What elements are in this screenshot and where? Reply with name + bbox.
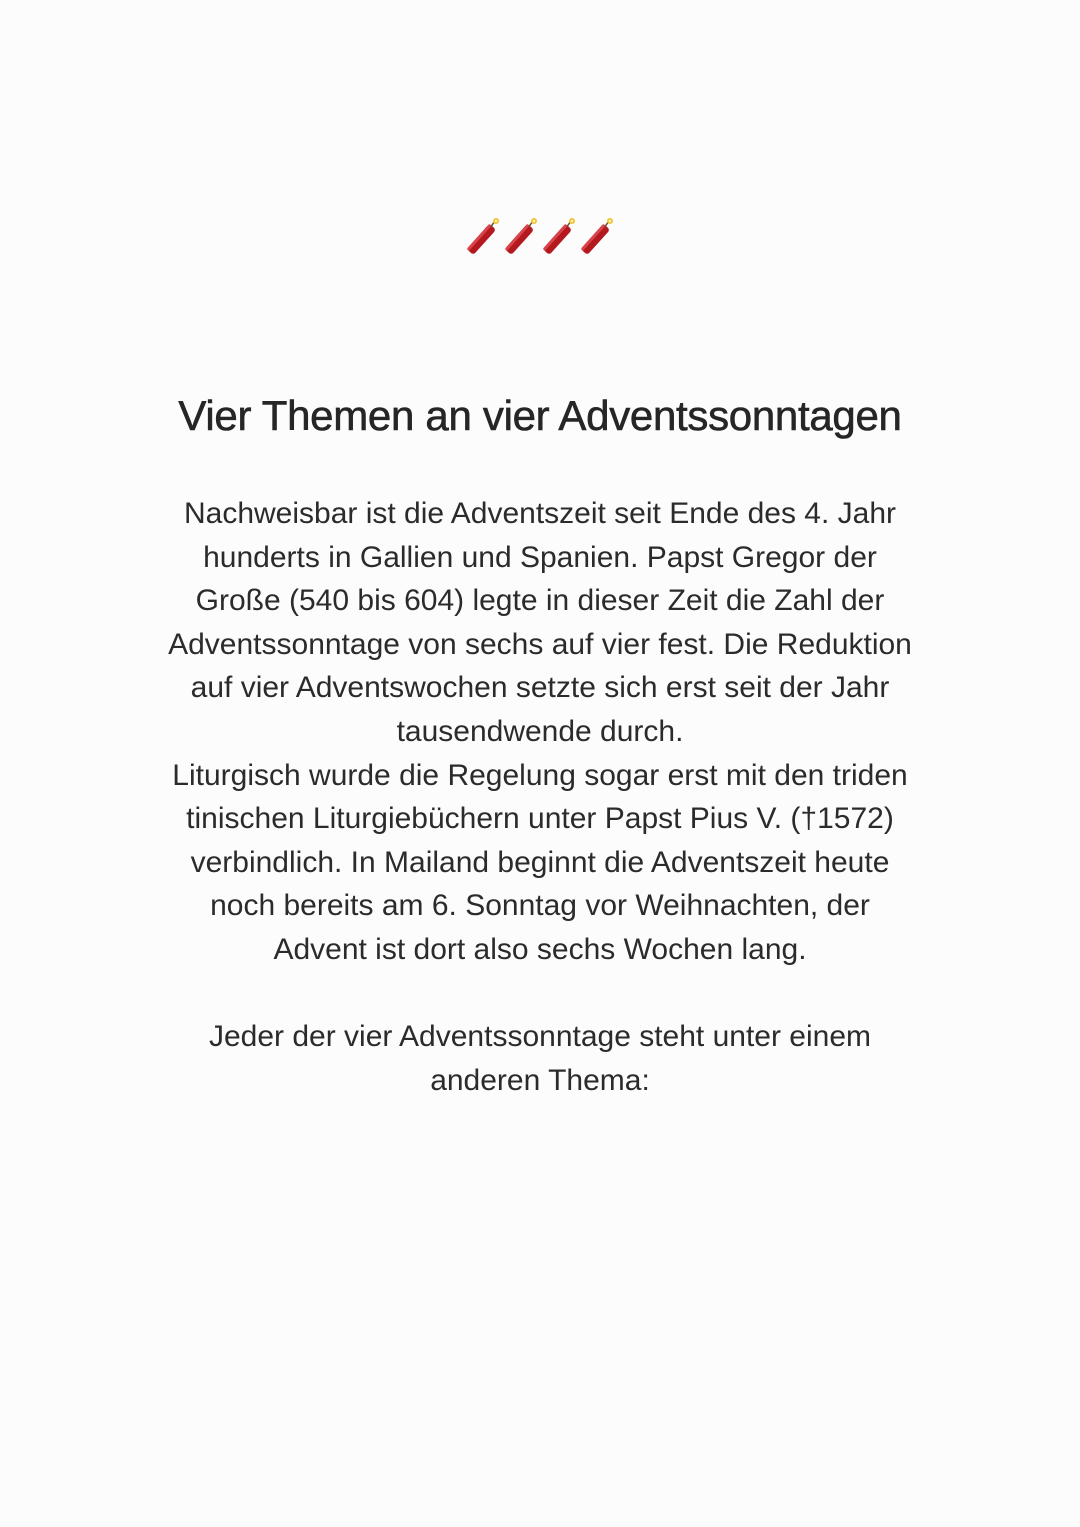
firecracker-icon xyxy=(464,216,502,256)
firecracker-icon-row xyxy=(0,216,1080,260)
body-line: noch bereits am 6. Sonntag vor Weihnachten, der xyxy=(210,889,870,923)
firecracker-icon xyxy=(540,216,578,256)
paragraph-spacer xyxy=(120,972,960,1016)
body-line: Advent ist dort also sechs Wochen lang. xyxy=(273,932,807,966)
body-line: Liturgisch wurde die Regelung sogar erst mit den triden xyxy=(172,758,908,792)
body-line: tinischen Liturgiebüchern unter Papst Pius V. (†1572) xyxy=(186,802,894,836)
body-line: Große (540 bis 604) legte in dieser Zeit die Zahl der xyxy=(195,584,885,618)
firecracker-icon xyxy=(502,216,540,256)
body-line: auf vier Adventswochen setzte sich erst seit der Jahr xyxy=(190,671,890,705)
body-line: Adventssonntage von sechs auf vier fest. Die Reduktion xyxy=(168,627,912,661)
body-line: anderen Thema: xyxy=(430,1063,650,1097)
body-line: tausendwende durch. xyxy=(396,714,684,748)
body-line: Nachweisbar ist die Adventszeit seit Ende des 4. Jahr xyxy=(183,497,897,530)
body-line: hunderts in Gallien und Spanien. Papst Gregor der xyxy=(203,540,877,574)
article-title: Vier Themen an vier Adventssonntagen xyxy=(178,392,902,439)
body-line: Jeder der vier Adventssonntage steht unter einem xyxy=(208,1020,872,1054)
article-body xyxy=(120,492,960,1102)
firecracker-icon xyxy=(578,216,616,256)
body-line: verbindlich. In Mailand beginnt die Adventszeit heute xyxy=(190,845,890,879)
